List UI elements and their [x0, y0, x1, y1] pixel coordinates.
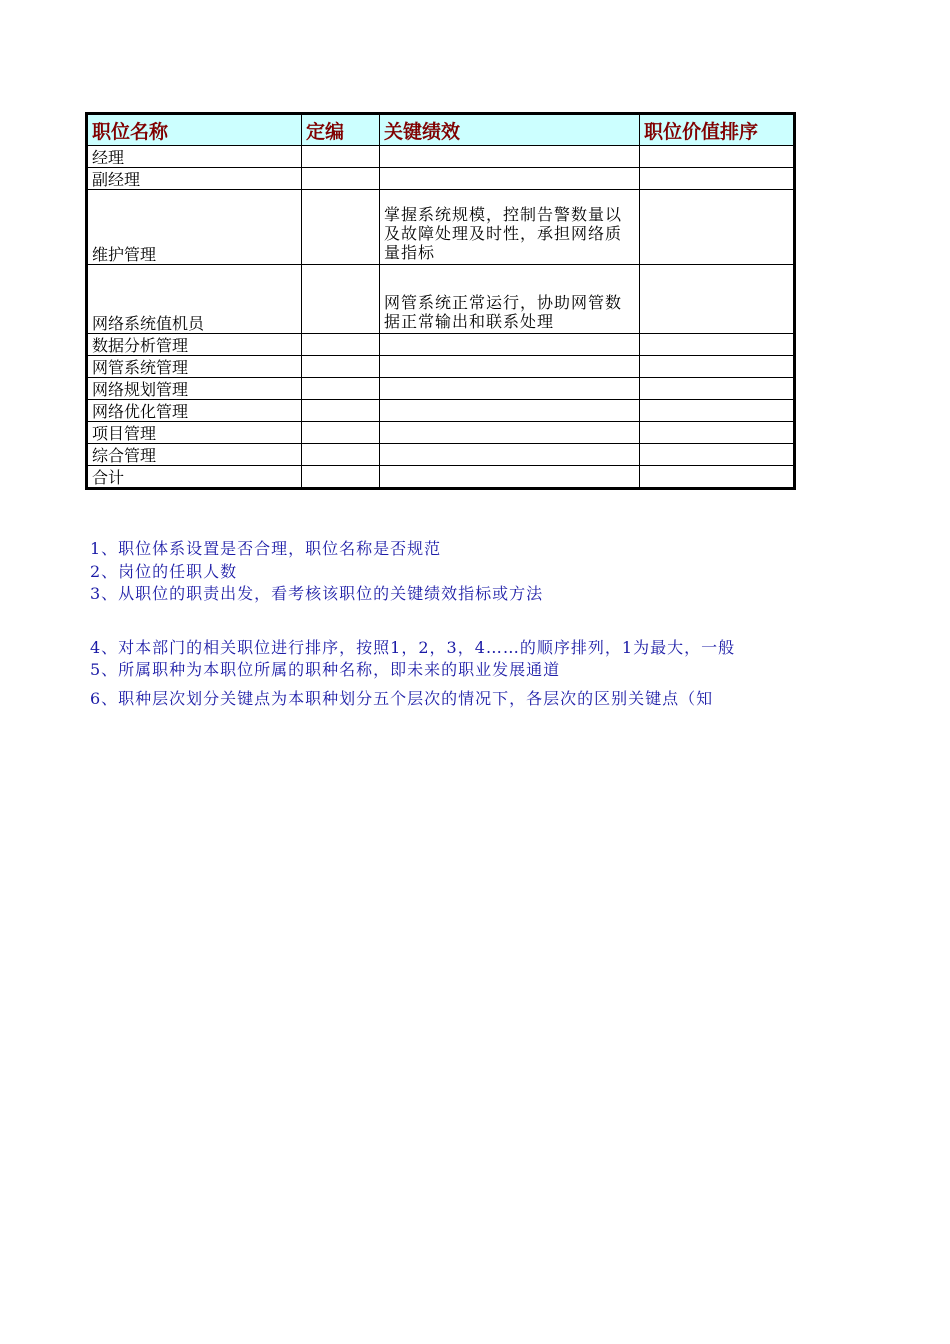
- cell-headcount[interactable]: [302, 334, 380, 356]
- table-row: [87, 400, 795, 422]
- cell-headcount[interactable]: [302, 356, 380, 378]
- table-row: [87, 168, 795, 190]
- table-row: [87, 444, 795, 466]
- cell-rank[interactable]: [640, 400, 795, 422]
- cell-kpi[interactable]: [380, 422, 640, 444]
- cell-kpi[interactable]: [380, 168, 640, 190]
- table-row: [87, 356, 795, 378]
- table-header-row: [87, 114, 795, 146]
- cell-position-name[interactable]: 网络规划管理: [87, 378, 302, 400]
- cell-kpi[interactable]: [380, 444, 640, 466]
- cell-headcount[interactable]: [302, 265, 380, 334]
- cell-rank[interactable]: [640, 356, 795, 378]
- note-line: 1、职位体系设置是否合理，职位名称是否规范: [90, 539, 442, 558]
- cell-kpi[interactable]: [380, 466, 640, 489]
- cell-headcount[interactable]: [302, 466, 380, 489]
- cell-position-name[interactable]: 副经理: [87, 168, 302, 190]
- cell-kpi[interactable]: [380, 334, 640, 356]
- table-row-total: [87, 466, 795, 489]
- note-line: 6、职种层次划分关键点为本职种划分五个层次的情况下，各层次的区别关键点（知: [90, 688, 714, 708]
- instructions-notes: [90, 538, 794, 710]
- note-line: 3、从职位的职责出发，看考核该职位的关键绩效指标或方法: [90, 584, 544, 603]
- note-line: 5、所属职种为本职位所属的职种名称，即未来的职业发展通道: [90, 660, 561, 679]
- table-row: [87, 190, 795, 265]
- cell-headcount[interactable]: [302, 168, 380, 190]
- cell-rank[interactable]: [640, 422, 795, 444]
- cell-rank[interactable]: [640, 378, 795, 400]
- cell-kpi[interactable]: [380, 356, 640, 378]
- cell-position-name[interactable]: 维护管理: [87, 190, 302, 265]
- cell-kpi[interactable]: [380, 146, 640, 168]
- cell-position-name[interactable]: 经理: [87, 146, 302, 168]
- cell-headcount[interactable]: [302, 422, 380, 444]
- cell-kpi[interactable]: [380, 378, 640, 400]
- position-table: [85, 112, 796, 490]
- header-position-name[interactable]: 职位名称: [87, 114, 302, 146]
- cell-headcount[interactable]: [302, 146, 380, 168]
- cell-kpi[interactable]: [380, 400, 640, 422]
- cell-kpi[interactable]: 网管系统正常运行，协助网管数据正常输出和联系处理: [380, 265, 640, 334]
- cell-rank[interactable]: [640, 168, 795, 190]
- cell-rank[interactable]: [640, 466, 795, 489]
- cell-kpi[interactable]: 掌握系统规模，控制告警数量以及故障处理及时性，承担网络质量指标: [380, 190, 640, 265]
- cell-headcount[interactable]: [302, 378, 380, 400]
- table-row: [87, 146, 795, 168]
- cell-rank[interactable]: [640, 265, 795, 334]
- cell-position-name[interactable]: 项目管理: [87, 422, 302, 444]
- cell-position-name[interactable]: 网络优化管理: [87, 400, 302, 422]
- note-line: 2、岗位的任职人数: [90, 561, 238, 581]
- table-row: [87, 422, 795, 444]
- cell-rank[interactable]: [640, 190, 795, 265]
- cell-position-name[interactable]: 网管系统管理: [87, 356, 302, 378]
- cell-position-name[interactable]: 合计: [87, 466, 302, 489]
- cell-position-name[interactable]: 数据分析管理: [87, 334, 302, 356]
- cell-rank[interactable]: [640, 334, 795, 356]
- cell-rank[interactable]: [640, 444, 795, 466]
- header-position-value-rank[interactable]: 职位价值排序: [640, 114, 795, 146]
- header-key-performance[interactable]: 关键绩效: [380, 114, 640, 146]
- note-line: 4、对本部门的相关职位进行排序，按照1，2，3，4……的顺序排列，1为最大，一般: [90, 637, 736, 657]
- table-row: [87, 334, 795, 356]
- header-headcount[interactable]: 定编: [302, 114, 380, 146]
- table-row: [87, 378, 795, 400]
- cell-position-name[interactable]: 综合管理: [87, 444, 302, 466]
- cell-position-name[interactable]: 网络系统值机员: [87, 265, 302, 334]
- cell-headcount[interactable]: [302, 444, 380, 466]
- cell-headcount[interactable]: [302, 190, 380, 265]
- cell-rank[interactable]: [640, 146, 795, 168]
- cell-headcount[interactable]: [302, 400, 380, 422]
- table-row: [87, 265, 795, 334]
